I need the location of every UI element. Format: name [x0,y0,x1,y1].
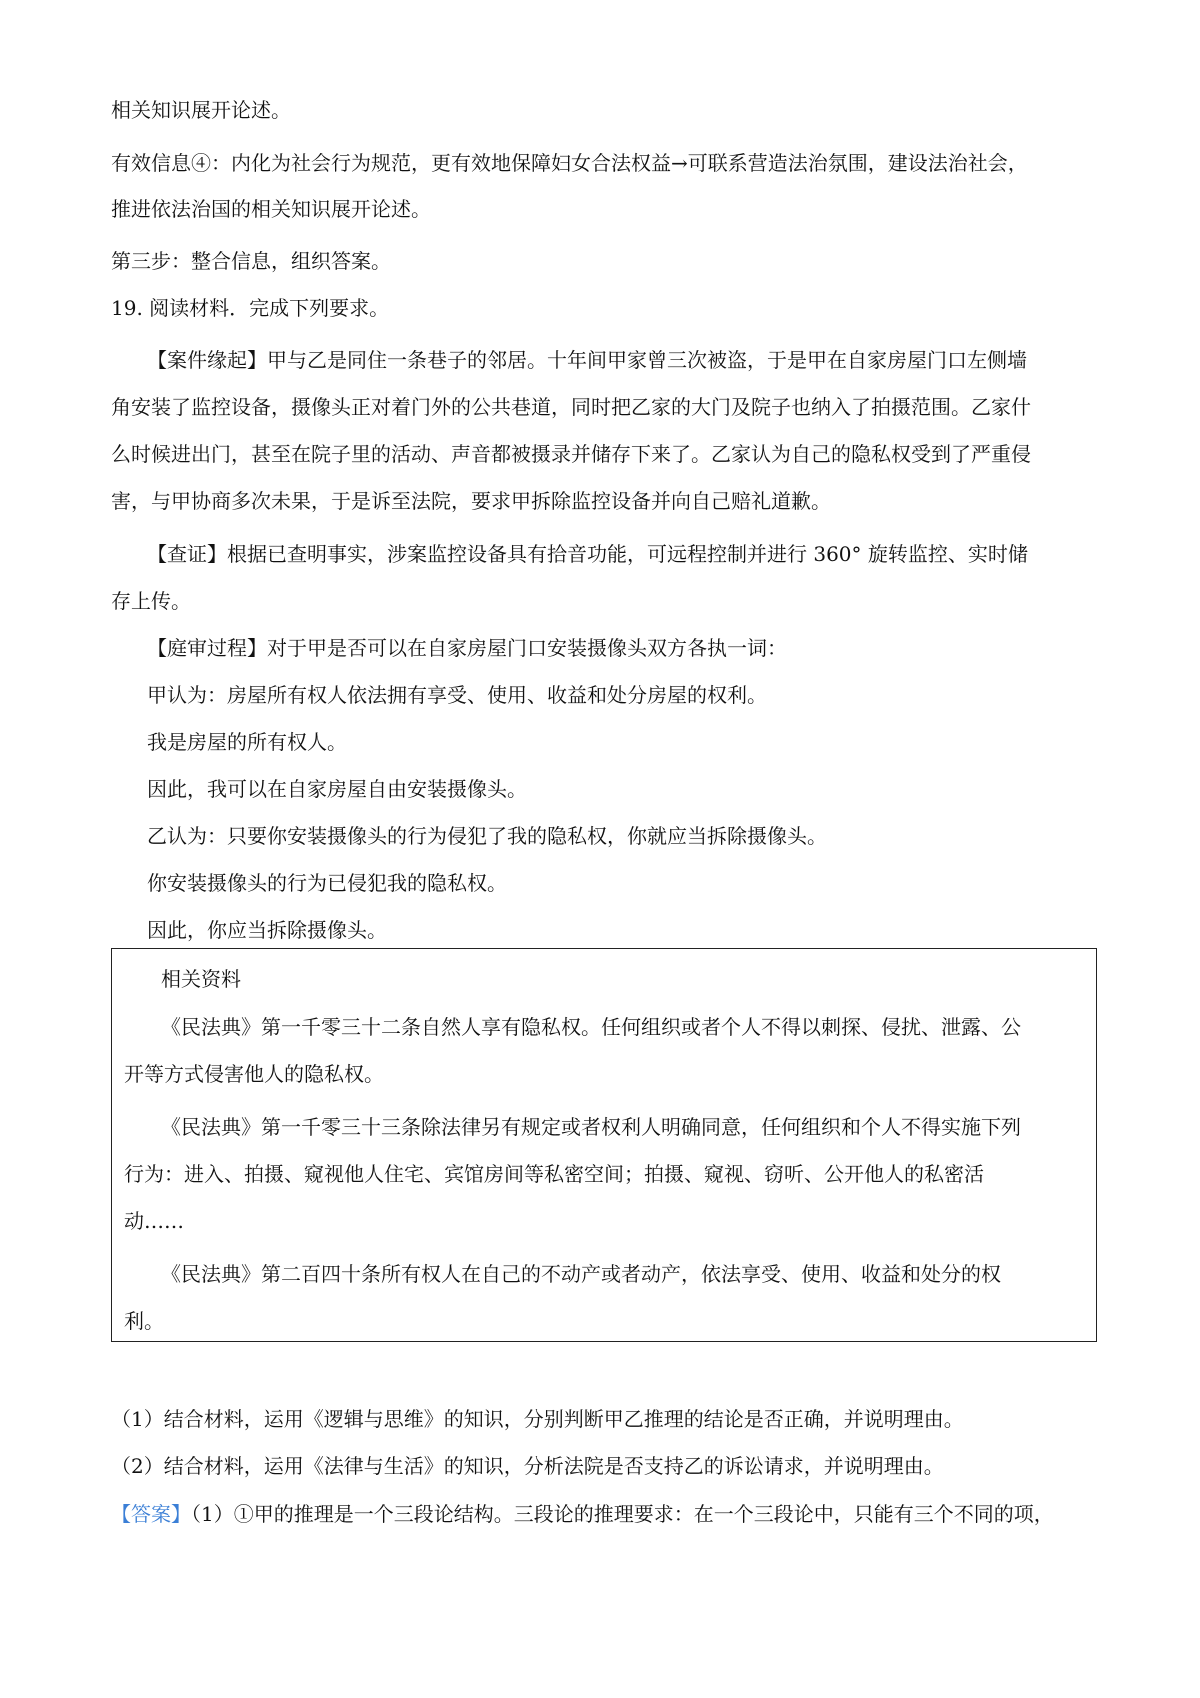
box-title: 相关资料 [161,967,241,991]
jia-argument-line: 甲认为：房屋所有权人依法拥有享受、使用、收益和处分房屋的权利。 [147,683,767,707]
trial-line: 【庭审过程】对于甲是否可以在自家房屋门口安装摄像头双方各执一词： [147,636,787,660]
article-1033-line: 《民法典》第一千零三十三条除法律另有规定或者权利人明确同意，任何组织和个人不得实施下列 [161,1115,1021,1139]
answer-text: （1）①甲的推理是一个三段论结构。三段论的推理要求：在一个三段论中，只能有三个不同的项， [191,1502,1054,1526]
article-1033-line: 动…… [124,1209,184,1233]
case-origin-line: 么时候进出门，甚至在院子里的活动、声音都被摄录并储存下来了。乙家认为自己的隐私权受到了严重侵 [111,442,1031,466]
article-1033-line: 行为：进入、拍摄、窥视他人住宅、宾馆房间等私密空间；拍摄、窥视、窃听、公开他人的私密活 [124,1162,984,1186]
yi-argument-line: 因此，你应当拆除摄像头。 [147,918,387,942]
info4-line-a: 有效信息④：内化为社会行为规范，更有效地保障妇女合法权益→可联系营造法治氛围，建设法治社会， [111,151,1028,175]
investigation-line: 【查证】根据已查明事实，涉案监控设备具有拾音功能，可远程控制并进行 360° 旋转监控、实时储 [147,542,1028,566]
info4-line-b: 推进依法治国的相关知识展开论述。 [111,197,431,221]
question-title: 19. 阅读材料．完成下列要求。 [111,296,390,320]
answer-tag: 【答案】 [111,1502,191,1526]
answer-line [111,1500,1100,1528]
task-2: （2）结合材料，运用《法律与生活》的知识，分析法院是否支持乙的诉讼请求，并说明理由。 [111,1454,944,1478]
article-240-line: 《民法典》第二百四十条所有权人在自己的不动产或者动产，依法享受、使用、收益和处分的权 [161,1262,1001,1286]
jia-argument-line: 我是房屋的所有权人。 [147,730,347,754]
investigation-line: 存上传。 [111,589,191,613]
article-1032-line: 《民法典》第一千零三十二条自然人享有隐私权。任何组织或者个人不得以刺探、侵扰、泄露、公 [161,1015,1021,1039]
yi-argument-line: 你安装摄像头的行为已侵犯我的隐私权。 [147,871,507,895]
article-240-line: 利。 [124,1309,164,1333]
task-1: （1）结合材料，运用《逻辑与思维》的知识，分别判断甲乙推理的结论是否正确，并说明理由。 [111,1407,964,1431]
yi-argument-line: 乙认为：只要你安装摄像头的行为侵犯了我的隐私权，你就应当拆除摄像头。 [147,824,827,848]
article-1032-line: 开等方式侵害他人的隐私权。 [124,1062,384,1086]
jia-argument-line: 因此，我可以在自家房屋自由安装摄像头。 [147,777,527,801]
related-materials-box [111,948,1097,1342]
case-origin-line: 角安装了监控设备，摄像头正对着门外的公共巷道，同时把乙家的大门及院子也纳入了拍摄范围。乙家什 [111,395,1031,419]
step3-line: 第三步：整合信息，组织答案。 [111,249,391,273]
case-origin-line: 【案件缘起】甲与乙是同住一条巷子的邻居。十年间甲家曾三次被盗，于是甲在自家房屋门口左侧墙 [147,348,1027,372]
intro-line: 相关知识展开论述。 [111,98,291,122]
case-origin-line: 害，与甲协商多次未果，于是诉至法院，要求甲拆除监控设备并向自己赔礼道歉。 [111,489,831,513]
